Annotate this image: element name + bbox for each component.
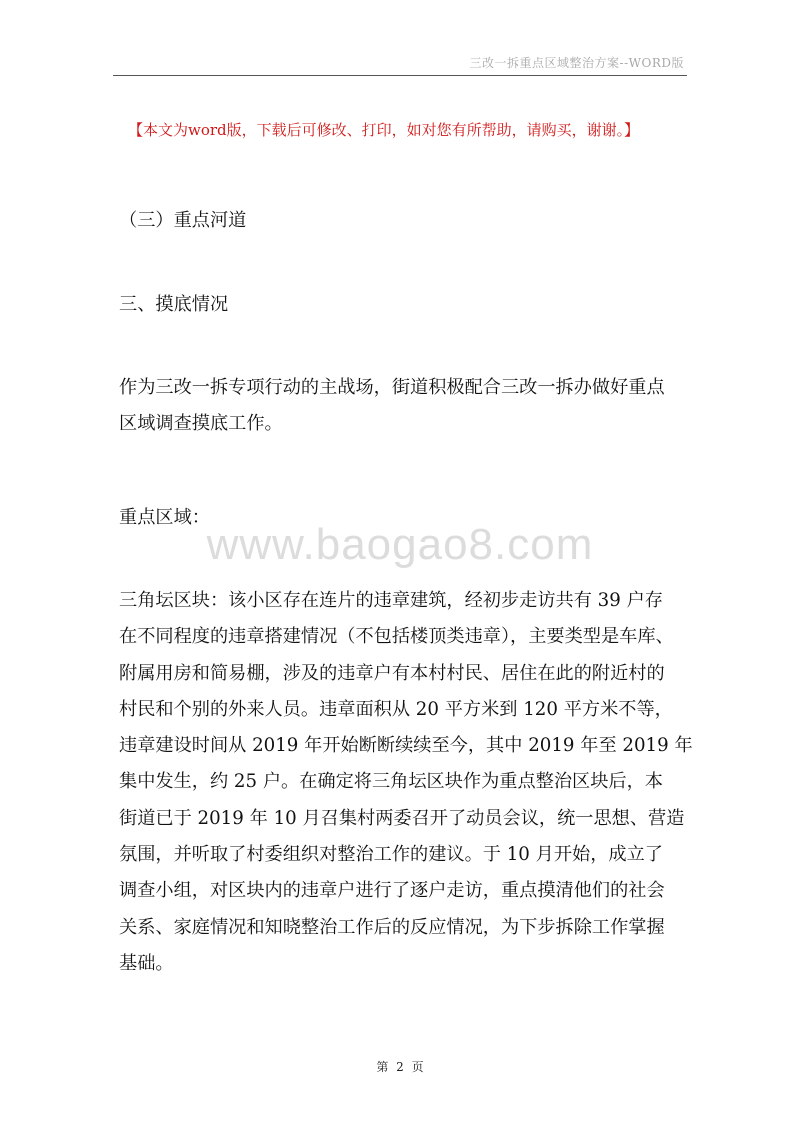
paragraph-intro: [119, 370, 691, 443]
text-line: 附属用房和简易棚，涉及的违章户有本村村民、居住在此的附近村的: [119, 662, 665, 684]
text-line: 集中发生，约 25 户。在确定将三角坛区块作为重点整治区块后，本: [119, 771, 663, 793]
text-line: 基础。: [119, 952, 174, 974]
text-line: 调查小组，对区块内的违章户进行了逐户走访，重点摸清他们的社会: [119, 880, 665, 902]
text-line: 违章建设时间从 2019 年开始断断续续至今，其中 2019 年至 2019 年: [119, 735, 693, 757]
paragraph-sanjiaotan: [119, 583, 691, 982]
heading-text: 重点区域：: [119, 507, 210, 528]
header-rule: [113, 75, 687, 76]
page-footer: [0, 1058, 800, 1075]
page-number: 2: [396, 1060, 404, 1074]
text-line: 在不同程度的违章搭建情况（不包括楼顶类违章），主要类型是车库、: [119, 626, 674, 648]
text-line: 三角坛区块：该小区存在连片的违章建筑，经初步走访共有 39 户存: [119, 590, 663, 611]
purchase-notice: 【本文为word版，下载后可修改、打印，如对您有所帮助，请购买，谢谢。】: [128, 121, 640, 139]
text-line: 关系、家庭情况和知晓整治工作后的反应情况，为下步拆除工作掌握: [119, 916, 665, 938]
watermark: www.baogao8.com: [206, 520, 594, 569]
text-line: 氛围，并听取了村委组织对整治工作的建议。于 10 月开始，成立了: [119, 844, 663, 866]
text-line: 村民和个别的外来人员。违章面积从 20 平方米到 120 平方米不等，: [119, 698, 673, 720]
text-line: 街道已于 2019 年 10 月召集村两委召开了动员会议，统一思想、营造: [119, 807, 685, 829]
text-line: 作为三改一拆专项行动的主战场，街道积极配合三改一拆办做好重点: [119, 377, 665, 398]
page-number-suffix: 页: [411, 1060, 424, 1074]
heading-text: （三）重点河道: [119, 210, 247, 231]
page-number-prefix: 第: [376, 1060, 389, 1074]
page-header: 三改一拆重点区域整治方案--WORD版: [469, 56, 684, 70]
text-line: 区域调查摸底工作。: [119, 413, 283, 435]
heading-key-river: [119, 203, 691, 239]
heading-text: 三、摸底情况: [119, 294, 229, 315]
heading-survey: [119, 287, 691, 323]
